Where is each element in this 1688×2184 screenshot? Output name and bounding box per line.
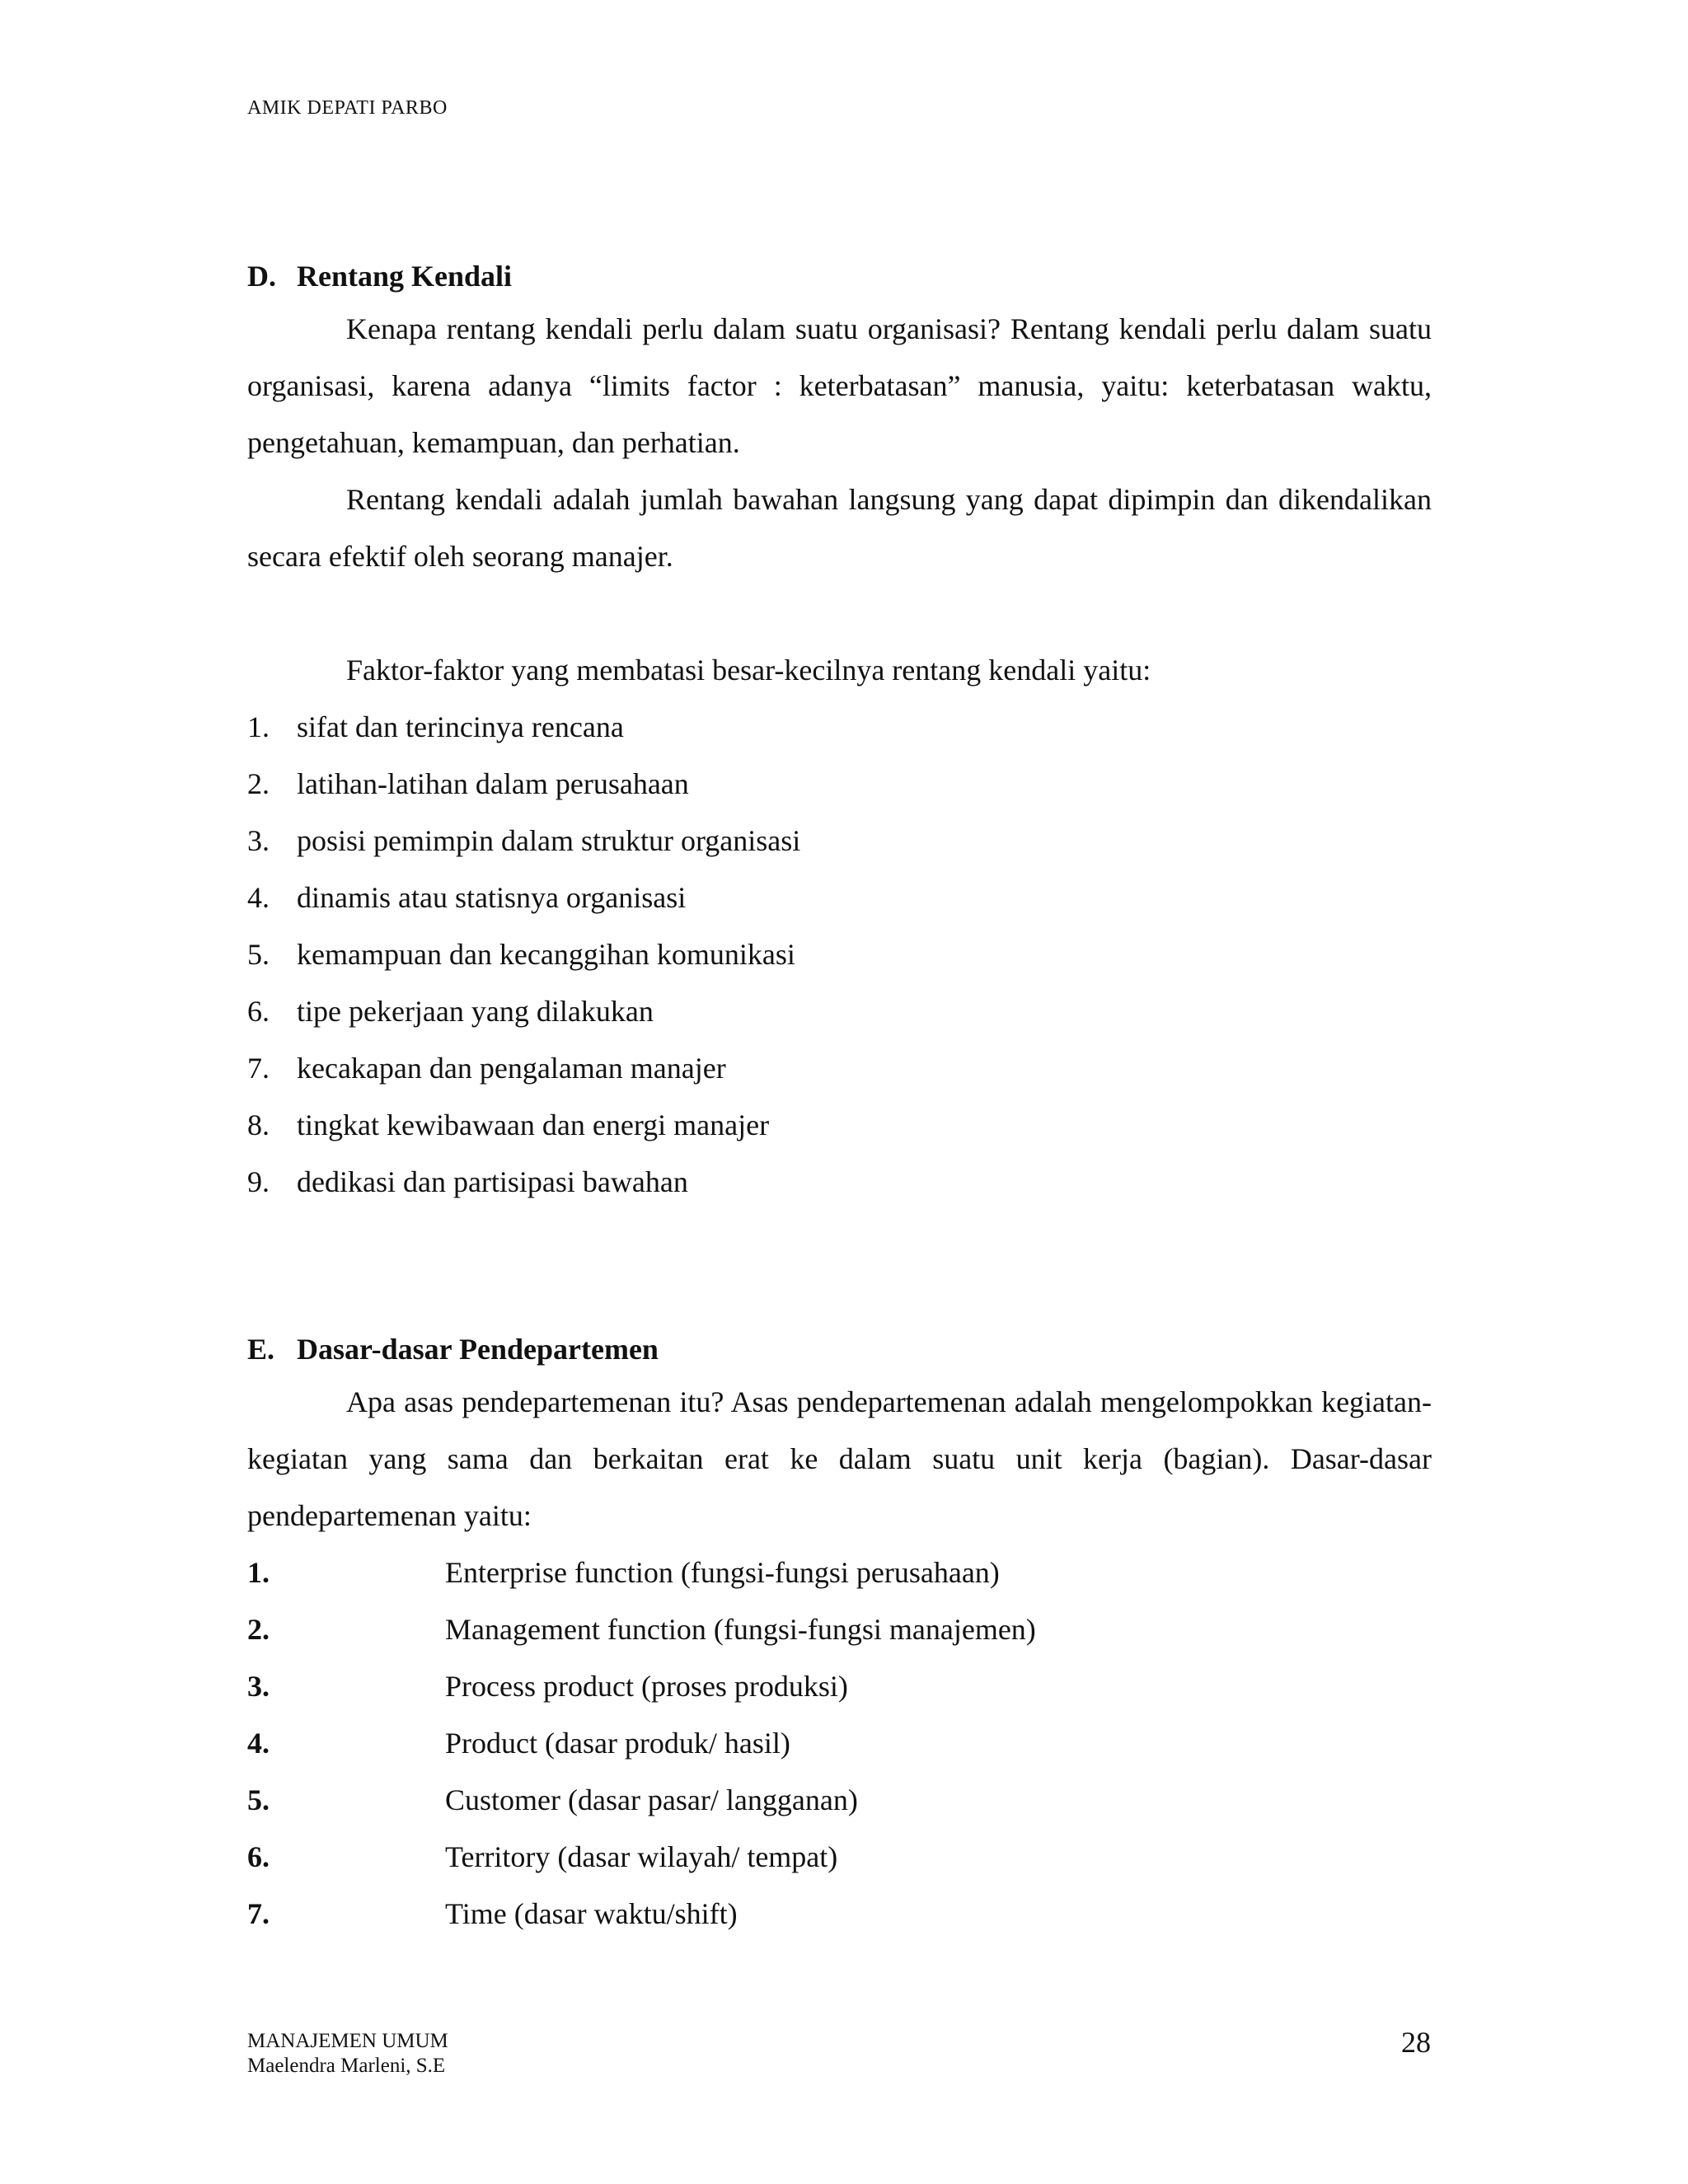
list-item [247, 1040, 1432, 1097]
footer-author: Maelendra Marleni, S.E [247, 2055, 446, 2077]
section-e-letter: E. [247, 1333, 275, 1366]
list-text: latihan-latihan dalam perusahaan [297, 767, 689, 800]
section-spacer [247, 1211, 1432, 1324]
list-number: 7. [247, 1897, 270, 1930]
footer-course: MANAJEMEN UMUM [247, 2030, 448, 2052]
list-text: Process product (proses produksi) [445, 1670, 848, 1703]
list-item [247, 869, 1432, 926]
section-e-title: Dasar-dasar Pendepartemen [297, 1333, 659, 1366]
list-number: 3. [247, 824, 270, 857]
list-text: Product (dasar produk/ hasil) [445, 1727, 790, 1760]
list-item [247, 983, 1432, 1040]
section-d-paragraph-2: Rentang kendali adalah jumlah bawahan langsung yang dapat dipimpin dan dikendalikan secara efektif oleh seorang manajer. [247, 483, 1432, 573]
list-text: dinamis atau statisnya organisasi [297, 881, 687, 914]
list-item [247, 1829, 1432, 1886]
page-content [247, 251, 1432, 1943]
list-number: 6. [247, 995, 270, 1028]
list-item [247, 1097, 1432, 1154]
list-number: 1. [247, 1556, 270, 1589]
factors-list [247, 699, 1432, 1211]
list-item [247, 813, 1432, 869]
list-item [247, 699, 1432, 756]
list-number: 2. [247, 1613, 270, 1646]
section-d-heading [247, 251, 1432, 301]
section-e-heading [247, 1324, 1432, 1374]
list-number: 1. [247, 710, 270, 743]
list-item [247, 926, 1432, 983]
list-number: 3. [247, 1670, 270, 1703]
list-text: kemampuan dan kecanggihan komunikasi [297, 938, 795, 971]
list-item [247, 1544, 1432, 1601]
list-number: 7. [247, 1052, 270, 1085]
list-number: 5. [247, 938, 270, 971]
list-item [247, 1601, 1432, 1658]
running-header: AMIK DEPATI PARBO [247, 97, 448, 119]
list-text: Management function (fungsi-fungsi manajemen) [445, 1613, 1036, 1646]
list-number: 9. [247, 1165, 270, 1198]
section-d-paragraph-3: Faktor-faktor yang membatasi besar-kecilnya rentang kendali yaitu: [346, 654, 1151, 687]
list-item [247, 1154, 1432, 1211]
list-number: 5. [247, 1783, 270, 1816]
section-e-paragraph-1: Apa asas pendepartemenan itu? Asas pendepartemenan adalah mengelompokkan kegiatan-kegiatan yang sama dan berkaitan erat ke dalam suatu unit kerja (bagian). Dasar-dasar pendepartemenan yaitu: [247, 1385, 1432, 1532]
list-text: Enterprise function (fungsi-fungsi perusahaan) [445, 1556, 1000, 1589]
list-item [247, 756, 1432, 813]
list-number: 4. [247, 1727, 270, 1760]
list-item [247, 1772, 1432, 1829]
section-d-title: Rentang Kendali [297, 260, 513, 293]
list-item [247, 1658, 1432, 1715]
bases-list [247, 1544, 1432, 1943]
list-number: 8. [247, 1108, 270, 1141]
list-text: tipe pekerjaan yang dilakukan [297, 995, 654, 1028]
list-text: dedikasi dan partisipasi bawahan [297, 1165, 688, 1198]
list-item [247, 1715, 1432, 1772]
list-text: tingkat kewibawaan dan energi manajer [297, 1108, 770, 1141]
list-text: Territory (dasar wilayah/ tempat) [445, 1840, 838, 1873]
list-text: kecakapan dan pengalaman manajer [297, 1052, 726, 1085]
running-footer [247, 2029, 448, 2079]
list-text: Time (dasar waktu/shift) [445, 1897, 738, 1930]
page-number: 28 [1401, 2026, 1431, 2059]
list-text: sifat dan terincinya rencana [297, 710, 624, 743]
list-number: 6. [247, 1840, 270, 1873]
section-d-letter: D. [247, 260, 276, 293]
list-number: 4. [247, 881, 270, 914]
list-text: Customer (dasar pasar/ langganan) [445, 1783, 858, 1816]
list-number: 2. [247, 767, 270, 800]
section-d-paragraph-1: Kenapa rentang kendali perlu dalam suatu organisasi? Rentang kendali perlu dalam suatu organisasi, karena adanya “limits factor : keterbatasan” manusia, yaitu: keterbatasan waktu, pengetahuan, kemampuan, dan perhatian. [247, 312, 1432, 459]
list-text: posisi pemimpin dalam struktur organisasi [297, 824, 801, 857]
list-item [247, 1886, 1432, 1943]
